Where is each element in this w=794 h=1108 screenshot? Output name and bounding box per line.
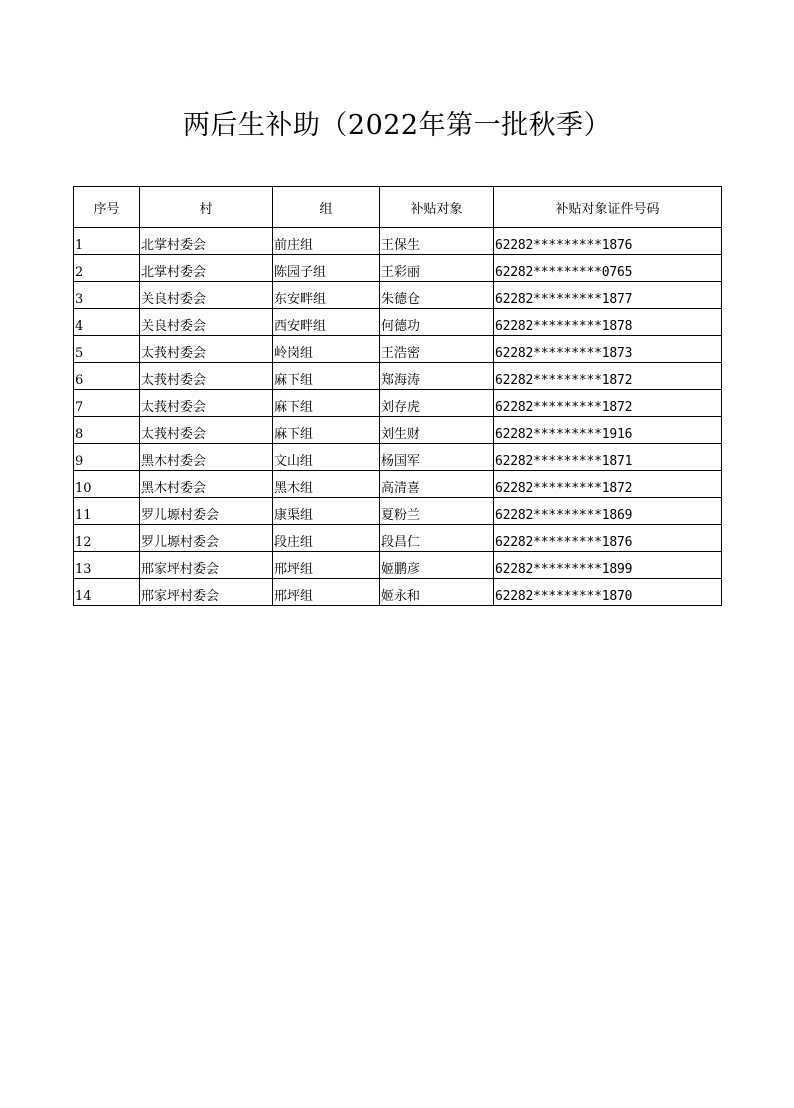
row-group: 黑木组 xyxy=(273,471,380,498)
row-index: 4 xyxy=(74,309,140,336)
table-row xyxy=(74,525,722,552)
row-index: 14 xyxy=(74,579,140,606)
row-village: 黑木村委会 xyxy=(140,471,273,498)
row-village: 太莪村委会 xyxy=(140,390,273,417)
table-row xyxy=(74,309,722,336)
subsidy-table xyxy=(73,186,722,606)
row-group: 麻下组 xyxy=(273,363,380,390)
row-id-number: 62282*********1870 xyxy=(494,579,722,606)
row-group: 邢坪组 xyxy=(273,552,380,579)
row-index: 3 xyxy=(74,282,140,309)
row-id-number: 62282*********1873 xyxy=(494,336,722,363)
row-id-number: 62282*********1876 xyxy=(494,525,722,552)
row-group: 西安畔组 xyxy=(273,309,380,336)
table-row xyxy=(74,390,722,417)
row-id-number: 62282*********1899 xyxy=(494,552,722,579)
row-id-number: 62282*********1877 xyxy=(494,282,722,309)
header-recipient: 补贴对象 xyxy=(380,187,494,228)
table-row xyxy=(74,363,722,390)
row-village: 太莪村委会 xyxy=(140,417,273,444)
header-village: 村 xyxy=(140,187,273,228)
row-group: 东安畔组 xyxy=(273,282,380,309)
header-index: 序号 xyxy=(74,187,140,228)
row-index: 10 xyxy=(74,471,140,498)
row-village: 太莪村委会 xyxy=(140,363,273,390)
row-id-number: 62282*********1878 xyxy=(494,309,722,336)
row-village: 北掌村委会 xyxy=(140,255,273,282)
table-row xyxy=(74,444,722,471)
row-recipient: 杨国军 xyxy=(380,444,494,471)
table-row xyxy=(74,228,722,255)
row-index: 9 xyxy=(74,444,140,471)
header-id-number: 补贴对象证件号码 xyxy=(494,187,722,228)
row-index: 13 xyxy=(74,552,140,579)
row-index: 7 xyxy=(74,390,140,417)
table-row xyxy=(74,255,722,282)
header-row xyxy=(74,187,722,228)
row-index: 2 xyxy=(74,255,140,282)
row-recipient: 郑海涛 xyxy=(380,363,494,390)
row-village: 邢家坪村委会 xyxy=(140,552,273,579)
row-group: 前庄组 xyxy=(273,228,380,255)
row-group: 岭岗组 xyxy=(273,336,380,363)
row-group: 康渠组 xyxy=(273,498,380,525)
row-group: 邢坪组 xyxy=(273,579,380,606)
row-recipient: 朱德仓 xyxy=(380,282,494,309)
row-village: 关良村委会 xyxy=(140,309,273,336)
row-recipient: 高清喜 xyxy=(380,471,494,498)
table-row xyxy=(74,417,722,444)
row-index: 11 xyxy=(74,498,140,525)
document-title: 两后生补助（2022年第一批秋季） xyxy=(182,110,612,141)
row-village: 黑木村委会 xyxy=(140,444,273,471)
table-row xyxy=(74,552,722,579)
row-village: 太莪村委会 xyxy=(140,336,273,363)
row-index: 8 xyxy=(74,417,140,444)
row-recipient: 段昌仁 xyxy=(380,525,494,552)
row-recipient: 何德功 xyxy=(380,309,494,336)
table-row xyxy=(74,579,722,606)
row-id-number: 62282*********0765 xyxy=(494,255,722,282)
row-recipient: 夏粉兰 xyxy=(380,498,494,525)
row-id-number: 62282*********1916 xyxy=(494,417,722,444)
row-recipient: 刘存虎 xyxy=(380,390,494,417)
row-village: 罗儿塬村委会 xyxy=(140,498,273,525)
row-recipient: 刘生财 xyxy=(380,417,494,444)
row-recipient: 姬鹏彦 xyxy=(380,552,494,579)
table-row xyxy=(74,471,722,498)
table-row xyxy=(74,282,722,309)
row-index: 6 xyxy=(74,363,140,390)
row-recipient: 姬永和 xyxy=(380,579,494,606)
row-group: 麻下组 xyxy=(273,390,380,417)
row-group: 段庄组 xyxy=(273,525,380,552)
row-id-number: 62282*********1869 xyxy=(494,498,722,525)
row-index: 5 xyxy=(74,336,140,363)
row-recipient: 王保生 xyxy=(380,228,494,255)
row-village: 罗儿塬村委会 xyxy=(140,525,273,552)
row-id-number: 62282*********1872 xyxy=(494,363,722,390)
row-village: 北掌村委会 xyxy=(140,228,273,255)
row-recipient: 王浩密 xyxy=(380,336,494,363)
row-index: 12 xyxy=(74,525,140,552)
row-id-number: 62282*********1872 xyxy=(494,471,722,498)
row-id-number: 62282*********1871 xyxy=(494,444,722,471)
header-group: 组 xyxy=(273,187,380,228)
table-row xyxy=(74,336,722,363)
row-group: 文山组 xyxy=(273,444,380,471)
row-village: 关良村委会 xyxy=(140,282,273,309)
row-group: 陈园子组 xyxy=(273,255,380,282)
row-index: 1 xyxy=(74,228,140,255)
row-group: 麻下组 xyxy=(273,417,380,444)
row-village: 邢家坪村委会 xyxy=(140,579,273,606)
row-id-number: 62282*********1876 xyxy=(494,228,722,255)
table-row xyxy=(74,498,722,525)
row-id-number: 62282*********1872 xyxy=(494,390,722,417)
row-recipient: 王彩丽 xyxy=(380,255,494,282)
